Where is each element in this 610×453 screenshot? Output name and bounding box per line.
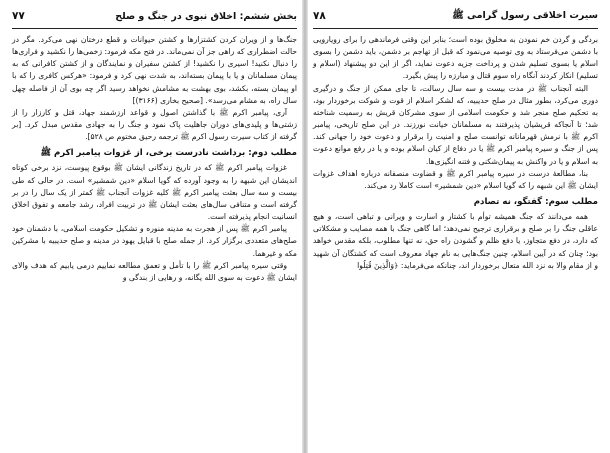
left-paragraph: آری، پیامبر اکرم ﷺ با گذاشتن اصول و قواعد ارزشمند جهاد، قتل و کارزار را از زشتی‌ها و پلیدی‌های دوران جاهلیت پاک نمود و جنگ را به جهادی مقدس مبدل کرد. [بر گرفته از کتاب سیرت رسول اکرم ﷺ ترجمه رحیق مختوم ص ۵۲۸]. xyxy=(12,107,297,142)
right-page-header-title: سیرت اخلاقی رسول گرامی ﷺ xyxy=(452,10,598,21)
right-paragraph: بنا، مطالعهٔ درست در سیره پیامبر اکرم ﷺ و قضاوت منصفانه درباره اهداف غزوات ایشان ﷺ این شبهه را که گویا اسلام «دین شمشیر» است کاملا رد می‌کند. xyxy=(313,168,598,190)
left-page-header-title: بخش ششم: اخلاق نبوی در جنگ و صلح xyxy=(115,10,297,22)
left-paragraph: جنگ‌ها و از ویران کردن کشتزارها و کشتن حیوانات و قطع درختان نهی می‌کرد. مگر در حالت اضطراری که راهی جز آن نمی‌ماند. در فتح مکه فرمود: زخمی‌ها را نکشید و فراری‌ها را دنبال نکنید! اسیری را نکشید! از کشتن سفیران و نمایندگان و از کشتن کافرانی که به پیمان مسلمانان و یا با پیمان بسته‌اند، به شدت نهی کرد و فرمود: «هرکس کافری را که با او پیمان بسته، بکشد، بوی بهشت به مشامش نخواهد رسید اگر چه بوی آن از فاصله چهل سال راه، به مشام می‌رسد». [صحیح بخاری (۳۱۶۶)] xyxy=(12,35,297,105)
left-section-paragraph: غزوات پیامبر اکرم ﷺ که در تاریخ زندگانی ایشان ﷺ بوقوع پیوست، نزد برخی کوتاه اندیشان این شبهه را به وجود آورده که گویا اسلام «دین شمشیر» است. در حالی که طی بیست و سه سال بعثت پیامبر اکرم ﷺ کلیه غزوات آنجناب ﷺ کمتر از یک سال را در بر گرفته است و متنافی سال‌های بعثت ایشان ﷺ در تربیت افراد، رشد جامعه و تفوق اخلاق انسانیت انجام پذیرفته است. xyxy=(12,163,297,222)
left-section-paragraph: وقتی سیره پیامبر اکرم ﷺ را با تأمل و تعمق مطالعه نماییم درمی یابیم که هدف والای ایشان ﷺ دعوت به سوی الله یگانه، و رهایی از بندگی و xyxy=(12,260,297,282)
left-section-paragraph: پیامبر اکرم ﷺ پس از هجرت به مدینه منوره و تشکیل حکومت اسلامی، با دشمنان خود صلح‌های متعددی برگزار کرد. از جمله صلح با قبایل یهود در مدینه و صلح حدیبیه با مشرکین مکه و غیرهما. xyxy=(12,224,297,258)
page-gutter xyxy=(302,0,308,453)
right-page-body xyxy=(313,34,598,272)
right-paragraph: بردگی و گردن خم نمودن به مخلوق بوده است؛ بنابر این وقتی فرماندهی را برای رویارویی با دشمن می‌فرستاد به وی توصیه می‌نمود که قبل از تهاجم بر دشمن، باید دشمن را بسوی اسلام یا بسوی تسلیم شدن و پرداخت جزیه دعوت نماید، اگر از این دو پیشنهاد (اسلام و تسلیم) انکار کردند آنگاه راه سوم قتال و مبارزه را پیش بگیرد. xyxy=(313,35,598,81)
left-page-body xyxy=(12,34,297,284)
left-section-title: مطلب دوم: برداشت نادرست برخی، از غزوات پیامبر اکرم ﷺ xyxy=(40,148,297,159)
right-page-header xyxy=(313,8,598,29)
right-section-title: مطلب سوم: گفتگو، نه تصادم xyxy=(473,197,598,208)
right-paragraph: البته آنجناب ﷺ در مدت بیست و سه سال رسالت، تا جای ممکن از جنگ و درگیری دوری می‌کرد، بطور مثال در صلح حدیبیه، که لشکر اسلام از قوت و شوکت برخوردار بود، به تحکیم صلح منجر شد و حکومت اسلامی از سوی مشرکان قریش به رسمیت شناخته شد؛ تا آنجاکه قریشیان پذیرفتند به مسلمانان خیانت نورزند. در این صلح تاریخی، پیامبر اکرم ﷺ با نرمش قهرمانانه توانست صلح و امنیت را برقرار و دعوت خود را جهانی کند. پس از جنگ و سیره پیامبر اکرم ﷺ یا در دفاع از کیان اسلام بوده و یا در رفع موانع دعوت به اسلام و یا در واکنش به پیمان‌شکنی و فتنه انگیزی‌ها. xyxy=(313,83,598,166)
right-page-number: ۷۸ xyxy=(313,10,326,22)
right-page xyxy=(305,0,610,453)
left-page-number: ۷۷ xyxy=(12,10,25,22)
left-page-header xyxy=(12,8,297,29)
right-section-paragraph: همه می‌دانند که جنگ همیشه توأم با کشتار و اسارت و ویرانی و تباهی است، و هیچ عاقلی جنگ را بر صلح و برقراری ترجیح نمی‌دهد؛ اما گاهی جنگ با همه مصایب و مشکلاتی که دارد، در دفع متجاوز، یا دفع ظلم و گشودن راه حق، نه تنها مطلوب، بلکه مقدس خواهد بود؛ چنان که در آیین اسلام، چنین جنگ‌هایی به نام جهاد معروف است که کشتگان آن شهید و از مقام والا به نزد الله متعال برخوردار اند، چنانکه می‌فرماید: ﴿وَالَّذِينَ قُتِلُوا xyxy=(313,212,598,270)
